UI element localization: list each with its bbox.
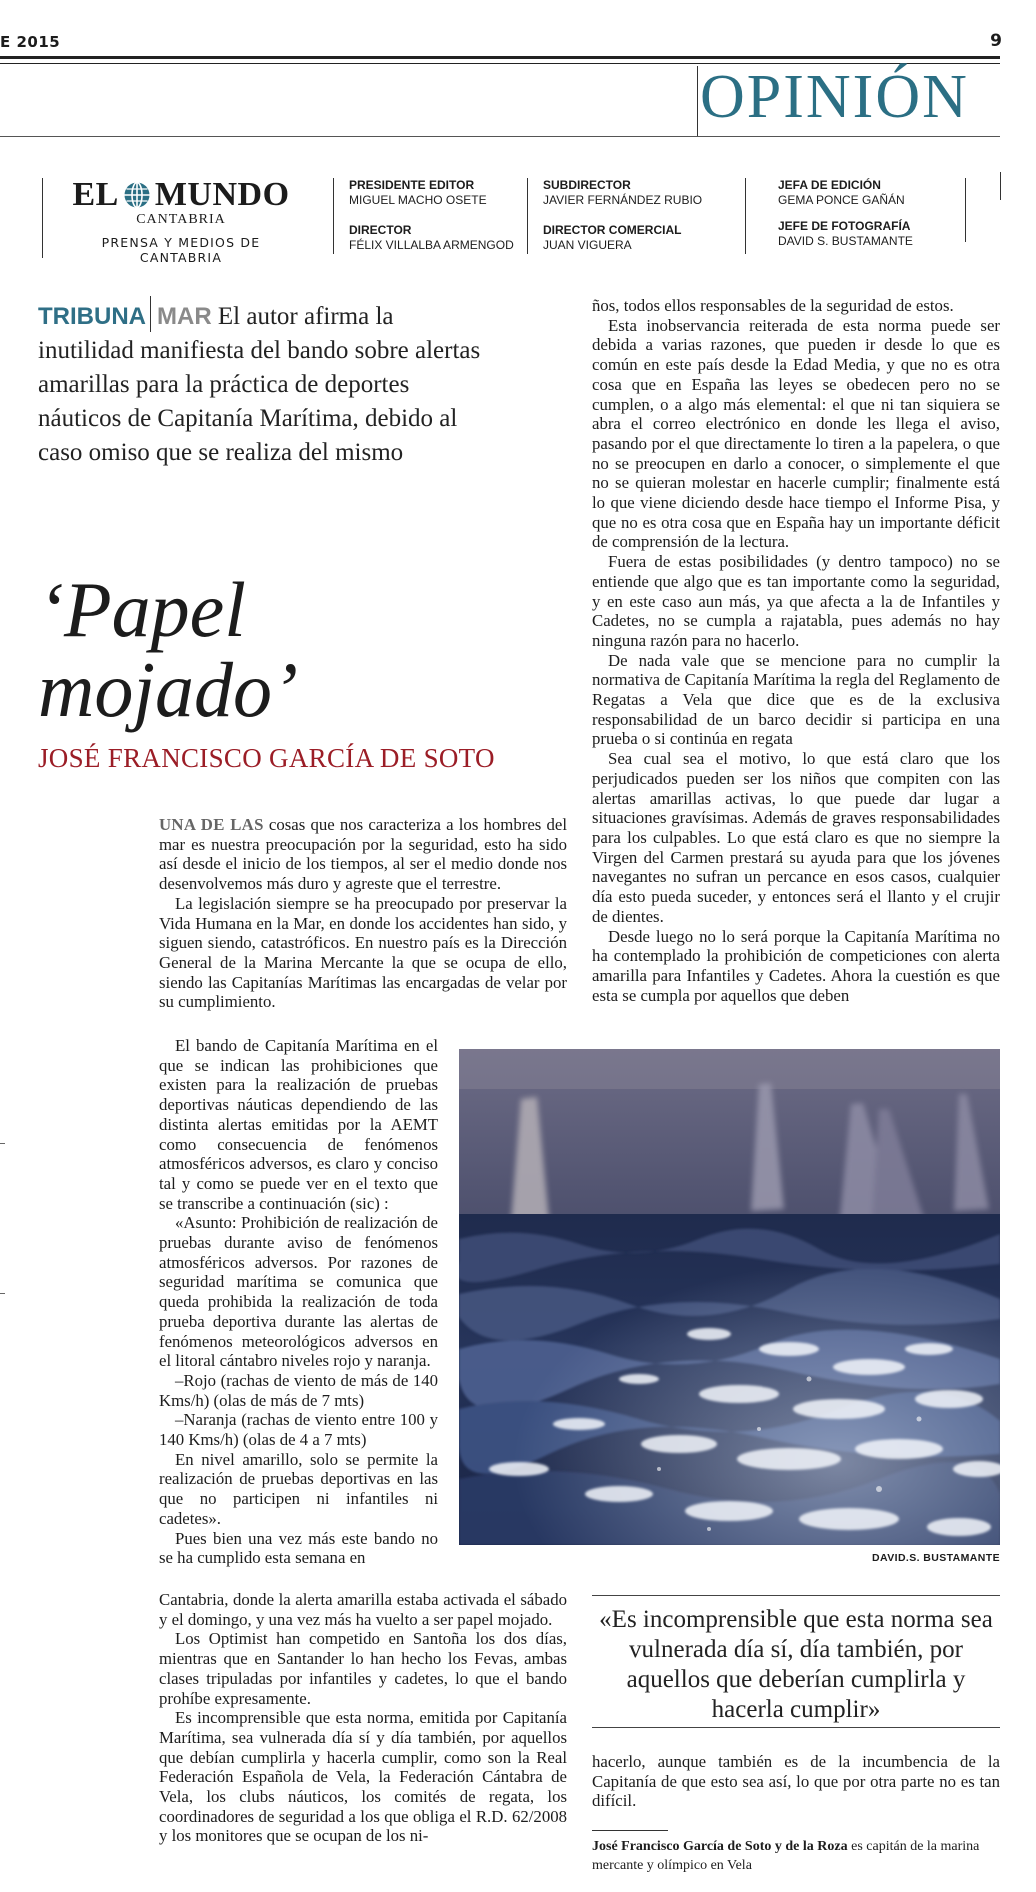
body-column-1	[159, 815, 567, 1012]
logo-tagline: PRENSA Y MEDIOS DE CANTABRIA	[101, 235, 261, 265]
paragraph: Cantabria, donde la alerta amarilla estaba activada el sábado y el domingo, y una vez más ha vuelto a ser papel mojado.	[159, 1590, 567, 1629]
signature-bio: es capitán de la marina mercante y olímpico en Vela	[592, 1839, 980, 1873]
staff-divider-5	[1000, 172, 1001, 200]
staff-name: JUAN VIGUERA	[543, 238, 632, 252]
paragraph: Es incomprensible que esta norma, emitida por Capitanía Marítima, sea vulnerada día sí y día también, por aquellos que debían cumplirla y hacerla cumplir, como son la Real Federación Española de Vela, la Federación Cántabra de Vela, los clubs náuticos, los comités de regata, los coordinadores de seguridad a los que obliga el R.D. 62/2008 y los monitores que se ocupan de los ni-	[159, 1708, 567, 1846]
staff-name: FÉLIX VILLALBA ARMENGOD	[349, 238, 514, 252]
edge-mark	[0, 1293, 5, 1294]
article-deck	[38, 296, 486, 470]
issue-date: E 2015	[0, 33, 61, 51]
top-rule	[0, 56, 1000, 59]
globe-icon	[123, 181, 151, 209]
signature-rule	[592, 1830, 668, 1831]
paragraph: El bando de Capitanía Marítima en el que se indican las prohibiciones que existen para la realización de pruebas deportivas náuticas dependiendo de las distinta alertas emitidas por la AEMT como consecuencia de fenómenos atmosféricos adversos, es claro y conciso tal y como se puede ver en el texto que se transcribe a continuación (sic) :	[159, 1036, 438, 1213]
body-column-2-bottom	[592, 1752, 1000, 1811]
paragraph: –Naranja (rachas de viento entre 100 y 140 Kms/h) (olas de 4 a 7 mts)	[159, 1410, 438, 1450]
staff-role: PRESIDENTE EDITOR	[349, 178, 475, 192]
staff-name: DAVID S. BUSTAMANTE	[778, 234, 913, 248]
masthead-divider	[42, 178, 43, 258]
staff-name: JAVIER FERNÁNDEZ RUBIO	[543, 193, 703, 207]
staff-name: MIGUEL MACHO OSETE	[349, 193, 487, 207]
staff-divider-4	[965, 178, 966, 242]
quote-rule-top	[592, 1595, 1000, 1596]
paragraph: En nivel amarillo, solo se permite la realización de pruebas deportivas en las que no participen ni infantiles ni cadetes».	[159, 1449, 438, 1528]
edge-mark	[0, 1143, 5, 1144]
staff-divider-3	[745, 178, 746, 254]
newspaper-logo	[66, 176, 296, 265]
paragraph: Fuera de estas posibilidades (y dentro tampoco) no se entiende que algo que es tan importante como la seguridad, y en este caso aun más, ya que afecta a la de Infantiles y Cadetes, no se cumpla a rajatabla, pues además no hay ninguna razón para no hacerlo.	[592, 552, 1000, 650]
section-rule	[0, 136, 1000, 137]
paragraph: Desde luego no lo será porque la Capitanía Marítima no ha contemplado la prohibición de competiciones con alerta amarilla para Infantiles y Cadetes. Ahora la cuestión es que esta se cumpla por aquellos que deben	[592, 926, 1000, 1005]
staff-role: DIRECTOR COMERCIAL	[543, 223, 682, 237]
paragraph: Sea cual sea el motivo, lo que está claro que los perjudicados pueden ser los niños que compiten con las alertas amarillas activas, lo que puede dar lugar a situaciones gravísimas. Además de graves responsabilidades para los culpables. Lo que está claro es que no siempre la Virgen del Carmen prestará su ayuda para que los jóvenes navegantes no sufran un percance en esos casos, cualquier día esto pueda suceder, y entonces será el llanto y el crujir de dientes.	[592, 749, 1000, 926]
paragraph: Pues bien una vez más este bando no se ha cumplido esta semana en	[159, 1528, 438, 1568]
sailboats-sea-photo	[459, 1049, 1000, 1545]
photo-credit: DAVID.S. BUSTAMANTE	[872, 1552, 1000, 1564]
subsection-tag: MAR	[157, 303, 212, 330]
paragraph: –Rojo (rachas de viento de más de 140 Kms/h) (olas de más de 7 mts)	[159, 1370, 438, 1410]
staff-role: JEFA DE EDICIÓN	[778, 178, 881, 192]
quote-rule-bottom	[592, 1727, 1000, 1728]
staff-block-3	[778, 178, 913, 249]
page-number: 9	[990, 31, 1002, 51]
paragraph: hacerlo, aunque también es de la incumbencia de la Capitanía de que esto sea así, lo que por otra parte no es tan difícil.	[592, 1752, 1000, 1811]
paragraph: «Asunto: Prohibición de realización de pruebas durante aviso de fenómenos atmosféricos adversos. Por razones de seguridad marítima se comunica que queda prohibida la realización de toda prueba deportiva durante las alertas de fenómenos meteorológicos adversos en el litoral cántabro niveles rojo y naranja.	[159, 1213, 438, 1371]
staff-role: DIRECTOR	[349, 223, 412, 237]
paragraph	[159, 815, 567, 894]
body-column-1-narrow	[159, 1036, 438, 1568]
paragraph: La legislación siempre se ha preocupado por preservar la Vida Humana en la Mar, en donde los accidentes han sido, y siguen siendo, catastróficos. En nuestro país es la Dirección General de la Marina Mercante la que se ocupa de ello, siendo las Capitanías Marítimas las encargadas de velar por su cumplimiento.	[159, 893, 567, 1012]
title-line-2: mojado’	[38, 646, 298, 733]
staff-name: GEMA PONCE GAÑÁN	[778, 193, 905, 207]
author-signature	[592, 1837, 1000, 1875]
section-title: OPINIÓN	[700, 63, 969, 131]
section-divider	[697, 66, 698, 136]
logo-subtitle: CANTABRIA	[136, 212, 226, 227]
staff-divider-2	[527, 178, 528, 254]
body-column-1-bottom	[159, 1590, 567, 1846]
article-title	[38, 566, 298, 733]
tag-separator	[150, 296, 151, 332]
paragraph-text: cosas que nos caracteriza a los hombres del mar es nuestra preocupación por la seguridad, esto ha sido así desde el inicio de los tiempos, al ser el medio donde nos desenvolvemos más duro y agreste que el terrestre.	[159, 815, 567, 894]
lead-in: UNA DE LAS	[159, 815, 264, 834]
author-byline: JOSÉ FRANCISCO GARCÍA DE SOTO	[38, 743, 495, 773]
signature-name: José Francisco García de Soto y de la Roza	[592, 1839, 848, 1854]
paragraph: De nada vale que se mencione para no cumplir la normativa de Capitanía Marítima la regla del Reglamento de Regatas a Vela que dice que es de la exclusiva responsabilidad de un barco decidir si participa en una prueba o si continúa en regata	[592, 650, 1000, 749]
body-column-2	[592, 296, 1000, 1005]
section-tag: TRIBUNA	[38, 303, 146, 330]
pull-quote: «Es incomprensible que esta norma sea vulnerada día sí, día también, por aquellos que deberían cumplirla y hacerla cumplir»	[599, 1606, 993, 1723]
staff-block-1	[349, 178, 514, 253]
deck-text: El autor afirma la inutilidad manifiesta del bando sobre alertas amarillas para la práctica de deportes náuticos de Capitanía Marítima, debido al caso omiso que se realiza del mismo	[38, 303, 481, 466]
paragraph: Esta inobservancia reiterada de esta norma puede ser debida a varias razones, que pueden ir desde lo que es común en este país desde la Edad Media, y que no es otra cosa que en España las leyes se obedecen pero no se cumplen, o a algo más elemental: el que ni tan siquiera se abra el correo electrónico en donde les llega el aviso, pasando por el que directamente lo tiren a la papelera, o que no se preocupen en darlo a conocer, o simplemente el que no se quieran molestar en hacerle cumplir; finalmente está lo que viene diciendo desde hace tiempo el Informe Pisa, y que no es otra cosa que en España hay un importante déficit de comprensión de la lectura.	[592, 315, 1000, 552]
staff-divider-1	[333, 178, 334, 254]
logo-text-left: EL	[72, 176, 119, 213]
staff-role: SUBDIRECTOR	[543, 178, 631, 192]
logo-text-right: MUNDO	[154, 176, 290, 213]
paragraph: ños, todos ellos responsables de la seguridad de estos.	[592, 296, 954, 315]
paragraph: Los Optimist han competido en Santoña los dos días, mientras que en Santander lo han hecho los Fevas, ambas clases tripuladas por infantiles y cadetes, lo que el bando prohíbe expresamente.	[159, 1629, 567, 1708]
staff-role: JEFE DE FOTOGRAFÍA	[778, 219, 911, 233]
staff-block-2	[543, 178, 702, 253]
title-line-1: ‘Papel	[38, 566, 246, 653]
article-photo	[459, 1049, 1000, 1545]
